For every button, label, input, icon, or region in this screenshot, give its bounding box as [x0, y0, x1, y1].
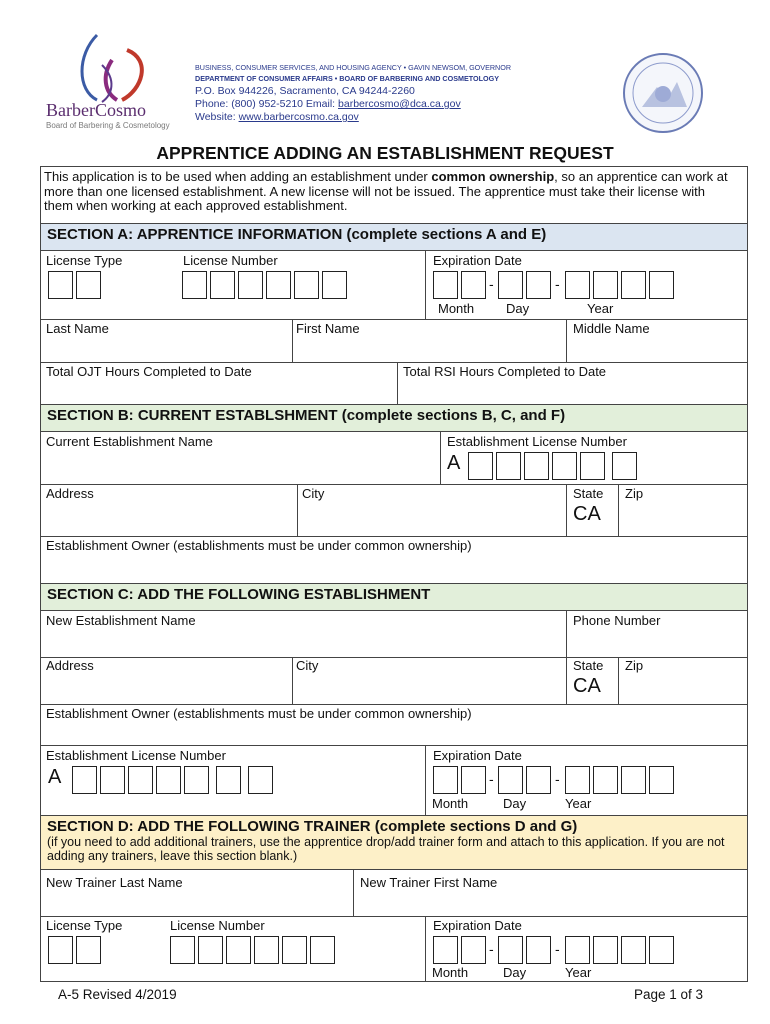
d-expiration-label: Expiration Date [433, 918, 522, 933]
d-month-box[interactable] [461, 936, 486, 964]
d-year-box[interactable] [593, 936, 618, 964]
c-year-box[interactable] [565, 766, 590, 794]
d-license-type-label: License Type [46, 918, 123, 933]
website-label: Website: [195, 111, 239, 123]
c-year-box[interactable] [593, 766, 618, 794]
contact-block [195, 85, 461, 124]
a-month-caption: Month [438, 301, 475, 316]
c-license-box[interactable] [128, 766, 153, 794]
form-title: APPRENTICE ADDING AN ESTABLISHMENT REQUEST [156, 143, 614, 163]
b-license-box[interactable] [612, 452, 637, 480]
date-separator: - [489, 276, 494, 292]
c-day-box[interactable] [498, 766, 523, 794]
a-day-box[interactable] [498, 271, 523, 299]
d-license-number-box[interactable] [282, 936, 307, 964]
section-a-heading: SECTION A: APPRENTICE INFORMATION (complete sections A and E) [41, 223, 747, 251]
d-first-name-label: New Trainer First Name [360, 875, 498, 890]
c-establishment-name-label: New Establishment Name [46, 613, 196, 628]
divider [297, 484, 298, 536]
agency-header [195, 62, 511, 84]
logo-subtitle: Board of Barbering & Cosmetology [46, 121, 170, 130]
b-license-box[interactable] [524, 452, 549, 480]
divider [566, 611, 567, 657]
address-line: P.O. Box 944226, Sacramento, CA 94244-2260 [195, 85, 415, 97]
divider [425, 916, 426, 982]
d-year-box[interactable] [621, 936, 646, 964]
c-year-caption: Year [565, 796, 592, 811]
divider [618, 657, 619, 704]
b-license-box[interactable] [580, 452, 605, 480]
b-license-box[interactable] [468, 452, 493, 480]
section-d-title: SECTION D: ADD THE FOLLOWING TRAINER (complete sections D and G) [47, 818, 578, 835]
c-license-box[interactable] [248, 766, 273, 794]
a-year-box[interactable] [621, 271, 646, 299]
a-month-box[interactable] [433, 271, 458, 299]
d-license-number-box[interactable] [254, 936, 279, 964]
c-license-prefix: A [48, 766, 62, 788]
a-license-number-box[interactable] [322, 271, 347, 299]
a-year-box[interactable] [593, 271, 618, 299]
a-license-number-box[interactable] [210, 271, 235, 299]
d-license-number-label: License Number [170, 918, 265, 933]
a-month-box[interactable] [461, 271, 486, 299]
intro-before: This application is to be used when adding an establishment under [44, 169, 432, 184]
divider [397, 362, 398, 404]
d-license-number-box[interactable] [310, 936, 335, 964]
section-b-heading: SECTION B: CURRENT ESTABLSHMENT (complete sections B, C, and F) [41, 404, 747, 432]
c-state-value: CA [573, 675, 601, 697]
divider [292, 657, 293, 704]
c-address-label: Address [46, 658, 94, 673]
date-separator: - [489, 941, 494, 957]
c-license-box[interactable] [156, 766, 181, 794]
intro-after: , so an apprentice can work at more than one licensed establishment. A new license will not be issued. The apprentice must take their license with them when working at each approved establishment. [44, 169, 728, 213]
d-license-type-box[interactable] [48, 936, 73, 964]
d-license-number-box[interactable] [170, 936, 195, 964]
divider [41, 319, 747, 320]
b-city-label: City [302, 486, 325, 501]
c-day-caption: Day [503, 796, 527, 811]
c-year-box[interactable] [649, 766, 674, 794]
a-rsi-label: Total RSI Hours Completed to Date [403, 364, 607, 379]
date-separator: - [555, 771, 560, 787]
a-day-box[interactable] [526, 271, 551, 299]
a-expiration-label: Expiration Date [433, 253, 522, 268]
c-month-caption: Month [432, 796, 469, 811]
d-year-caption: Year [565, 965, 592, 980]
a-license-number-box[interactable] [266, 271, 291, 299]
b-license-number-label: Establishment License Number [447, 434, 627, 449]
email-link[interactable]: barbercosmo@dca.ca.gov [338, 98, 461, 110]
c-month-box[interactable] [433, 766, 458, 794]
divider [292, 319, 293, 362]
d-day-box[interactable] [526, 936, 551, 964]
agency-line-2: DEPARTMENT OF CONSUMER AFFAIRS • BOARD OF BARBERING AND COSMETOLOGY [195, 74, 499, 83]
c-phone-label: Phone Number [573, 613, 661, 628]
divider [566, 657, 567, 704]
b-address-label: Address [46, 486, 94, 501]
c-month-box[interactable] [461, 766, 486, 794]
c-expiration-label: Expiration Date [433, 748, 522, 763]
b-state-value: CA [573, 503, 601, 525]
website-link[interactable]: www.barbercosmo.ca.gov [238, 111, 359, 123]
logo-wordmark: BarberCosmo [46, 100, 146, 120]
state-seal-icon [622, 52, 704, 134]
b-license-prefix: A [447, 452, 461, 474]
d-day-caption: Day [503, 965, 527, 980]
divider [618, 484, 619, 536]
date-separator: - [489, 771, 494, 787]
d-last-name-label: New Trainer Last Name [46, 875, 183, 890]
website-line [195, 111, 461, 124]
d-year-box[interactable] [565, 936, 590, 964]
phone-email-line [195, 98, 461, 111]
a-license-type-box[interactable] [48, 271, 73, 299]
c-year-box[interactable] [621, 766, 646, 794]
a-license-number-box[interactable] [294, 271, 319, 299]
a-last-name-label: Last Name [46, 321, 109, 336]
divider [41, 916, 747, 917]
divider [41, 484, 747, 485]
d-license-number-box[interactable] [226, 936, 251, 964]
b-license-box[interactable] [496, 452, 521, 480]
revision-label: A-5 Revised 4/2019 [58, 987, 177, 1002]
c-owner-label: Establishment Owner (establishments must be under common ownership) [46, 706, 472, 721]
c-zip-label: Zip [625, 658, 644, 673]
a-license-number-box[interactable] [182, 271, 207, 299]
intro-bold: common ownership [431, 169, 555, 184]
divider [41, 745, 747, 746]
b-owner-label: Establishment Owner (establishments must be under common ownership) [46, 538, 472, 553]
d-day-box[interactable] [498, 936, 523, 964]
b-establishment-name-label: Current Establishment Name [46, 434, 213, 449]
a-license-type-box[interactable] [76, 271, 101, 299]
d-license-number-box[interactable] [198, 936, 223, 964]
page-number: Page 1 of 3 [634, 987, 704, 1002]
c-license-number-label: Establishment License Number [46, 748, 226, 763]
c-license-box[interactable] [184, 766, 209, 794]
divider [41, 362, 747, 363]
date-separator: - [555, 941, 560, 957]
divider [425, 251, 426, 319]
c-license-box[interactable] [216, 766, 241, 794]
c-city-label: City [296, 658, 319, 673]
section-d-heading [41, 815, 747, 870]
a-middle-name-label: Middle Name [573, 321, 650, 336]
a-year-caption: Year [587, 301, 614, 316]
divider [566, 484, 567, 536]
c-license-box[interactable] [72, 766, 97, 794]
c-day-box[interactable] [526, 766, 551, 794]
b-license-box[interactable] [552, 452, 577, 480]
divider [440, 432, 441, 484]
a-first-name-label: First Name [296, 321, 360, 336]
divider [566, 319, 567, 362]
divider [41, 704, 747, 705]
divider [425, 745, 426, 815]
section-c-heading: SECTION C: ADD THE FOLLOWING ESTABLISHMENT [41, 583, 747, 611]
b-zip-label: Zip [625, 486, 644, 501]
a-license-type-label: License Type [46, 253, 123, 268]
a-year-box[interactable] [565, 271, 590, 299]
d-month-caption: Month [432, 965, 469, 980]
d-month-box[interactable] [433, 936, 458, 964]
c-state-label: State [573, 658, 604, 673]
a-day-caption: Day [506, 301, 530, 316]
b-state-label: State [573, 486, 604, 501]
c-license-box[interactable] [100, 766, 125, 794]
a-license-number-label: License Number [183, 253, 278, 268]
section-d-note: (if you need to add additional trainers, use the apprentice drop/add trainer form and attach to this application. If you are not adding any trainers, leave this section blank.) [47, 835, 725, 863]
date-separator: - [555, 276, 560, 292]
divider [353, 870, 354, 916]
d-year-box[interactable] [649, 936, 674, 964]
phone-label: Phone: (800) 952-5210 Email: [195, 98, 339, 110]
divider [41, 536, 747, 537]
agency-line-1: BUSINESS, CONSUMER SERVICES, AND HOUSING AGENCY • GAVIN NEWSOM, GOVERNOR [195, 63, 512, 72]
a-ojt-label: Total OJT Hours Completed to Date [46, 364, 252, 379]
a-license-number-box[interactable] [238, 271, 263, 299]
intro-text [44, 170, 734, 214]
a-year-box[interactable] [649, 271, 674, 299]
d-license-type-box[interactable] [76, 936, 101, 964]
